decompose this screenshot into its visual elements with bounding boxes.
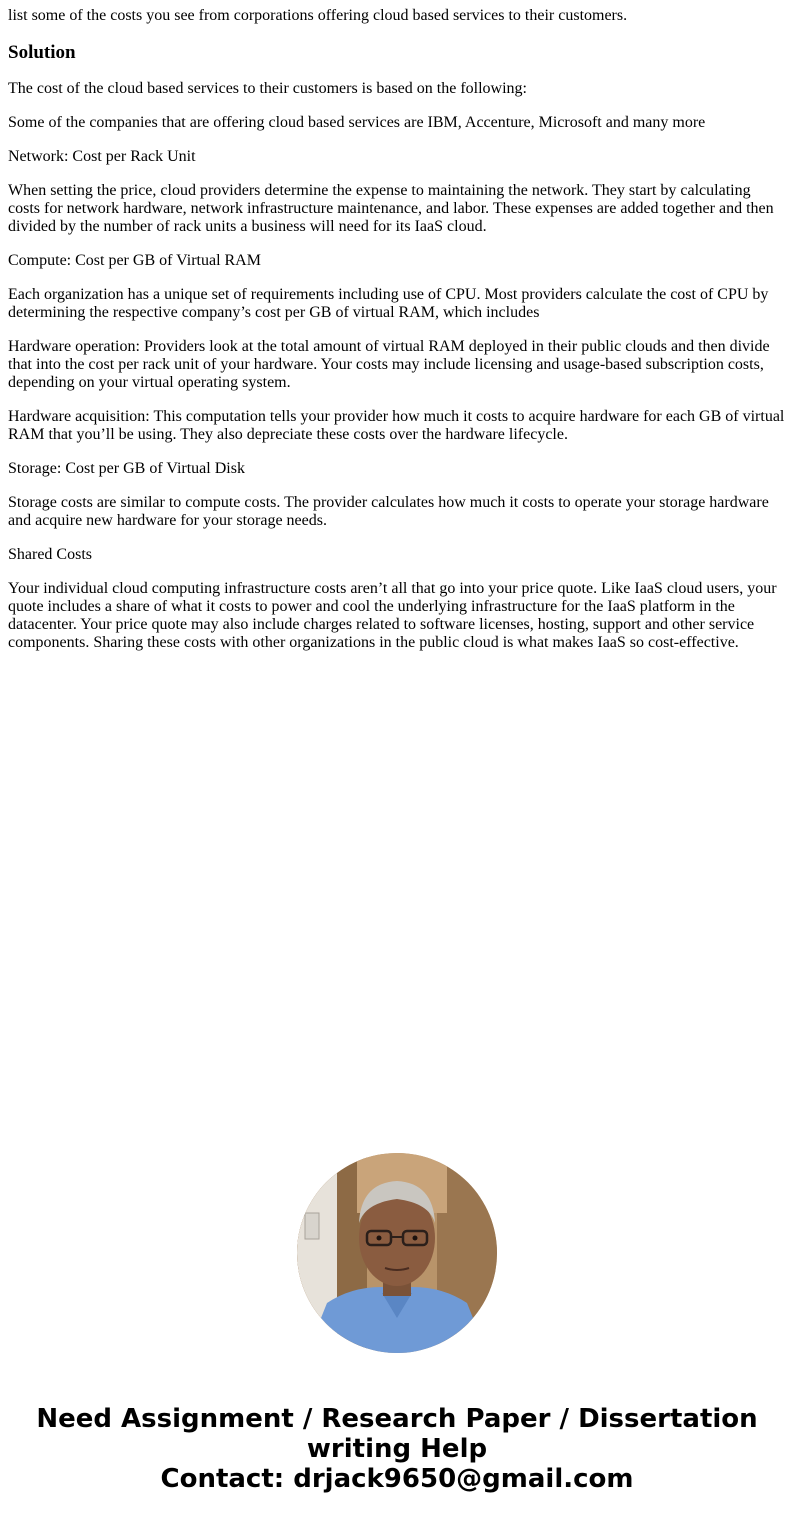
avatar-portrait [297,1153,497,1353]
paragraph-companies: Some of the companies that are offering cloud based services are IBM, Accenture, Microsoft and many more [8,114,706,131]
promo-banner [0,1404,794,1494]
paragraph-network-heading: Network: Cost per Rack Unit [8,148,196,165]
promo-contact: Contact: drjack9650@gmail.com [160,1464,634,1494]
paragraph-compute-body: Each organization has a unique set of requirements including use of CPU. Most providers calculate the cost of CPU by determining the respective company’s cost per GB of virtual RAM, which includes [8,286,769,321]
paragraph-compute-heading: Compute: Cost per GB of Virtual RAM [8,252,261,269]
paragraph-shared-heading: Shared Costs [8,546,92,563]
question-text: list some of the costs you see from corporations offering cloud based services to their customers. [8,7,628,24]
promo-line-2: writing Help [306,1434,488,1464]
paragraph-shared-body: Your individual cloud computing infrastructure costs aren’t all that go into your price quote. Like IaaS cloud users, your quote includes a share of what it costs to power and cool the underlying infrastructure for the IaaS platform in the datacenter. Your price quote may also include charges related to software licenses, hosting, support and other service components. Sharing these costs with other organizations in the public cloud is what makes IaaS so cost-effective. [8,580,777,651]
paragraph-storage-body: Storage costs are similar to compute costs. The provider calculates how much it costs to operate your storage hardware and acquire new hardware for your storage needs. [8,494,769,529]
paragraph-hardware-operation: Hardware operation: Providers look at the total amount of virtual RAM deployed in their public clouds and then divide that into the cost per rack unit of your hardware. Your costs may include licensing and usage-based subscription costs, depending on your virtual operating system. [8,338,770,391]
document-body [8,0,786,652]
paragraph-hardware-acquisition: Hardware acquisition: This computation tells your provider how much it costs to acquire hardware for each GB of virtual RAM that you’ll be using. They also depreciate these costs over the hardware lifecycle. [8,408,785,443]
paragraph-network-body: When setting the price, cloud providers determine the expense to maintaining the network. They start by calculating costs for network hardware, network infrastructure maintenance, and labor. These expenses are added together and then divided by the number of rack units a business will need for its IaaS cloud. [8,182,774,235]
promo-line-1: Need Assignment / Research Paper / Dissertation [36,1404,758,1434]
solution-heading: Solution [8,42,76,63]
paragraph-storage-heading: Storage: Cost per GB of Virtual Disk [8,460,245,477]
author-avatar [297,1153,497,1353]
paragraph-intro: The cost of the cloud based services to their customers is based on the following: [8,80,527,97]
